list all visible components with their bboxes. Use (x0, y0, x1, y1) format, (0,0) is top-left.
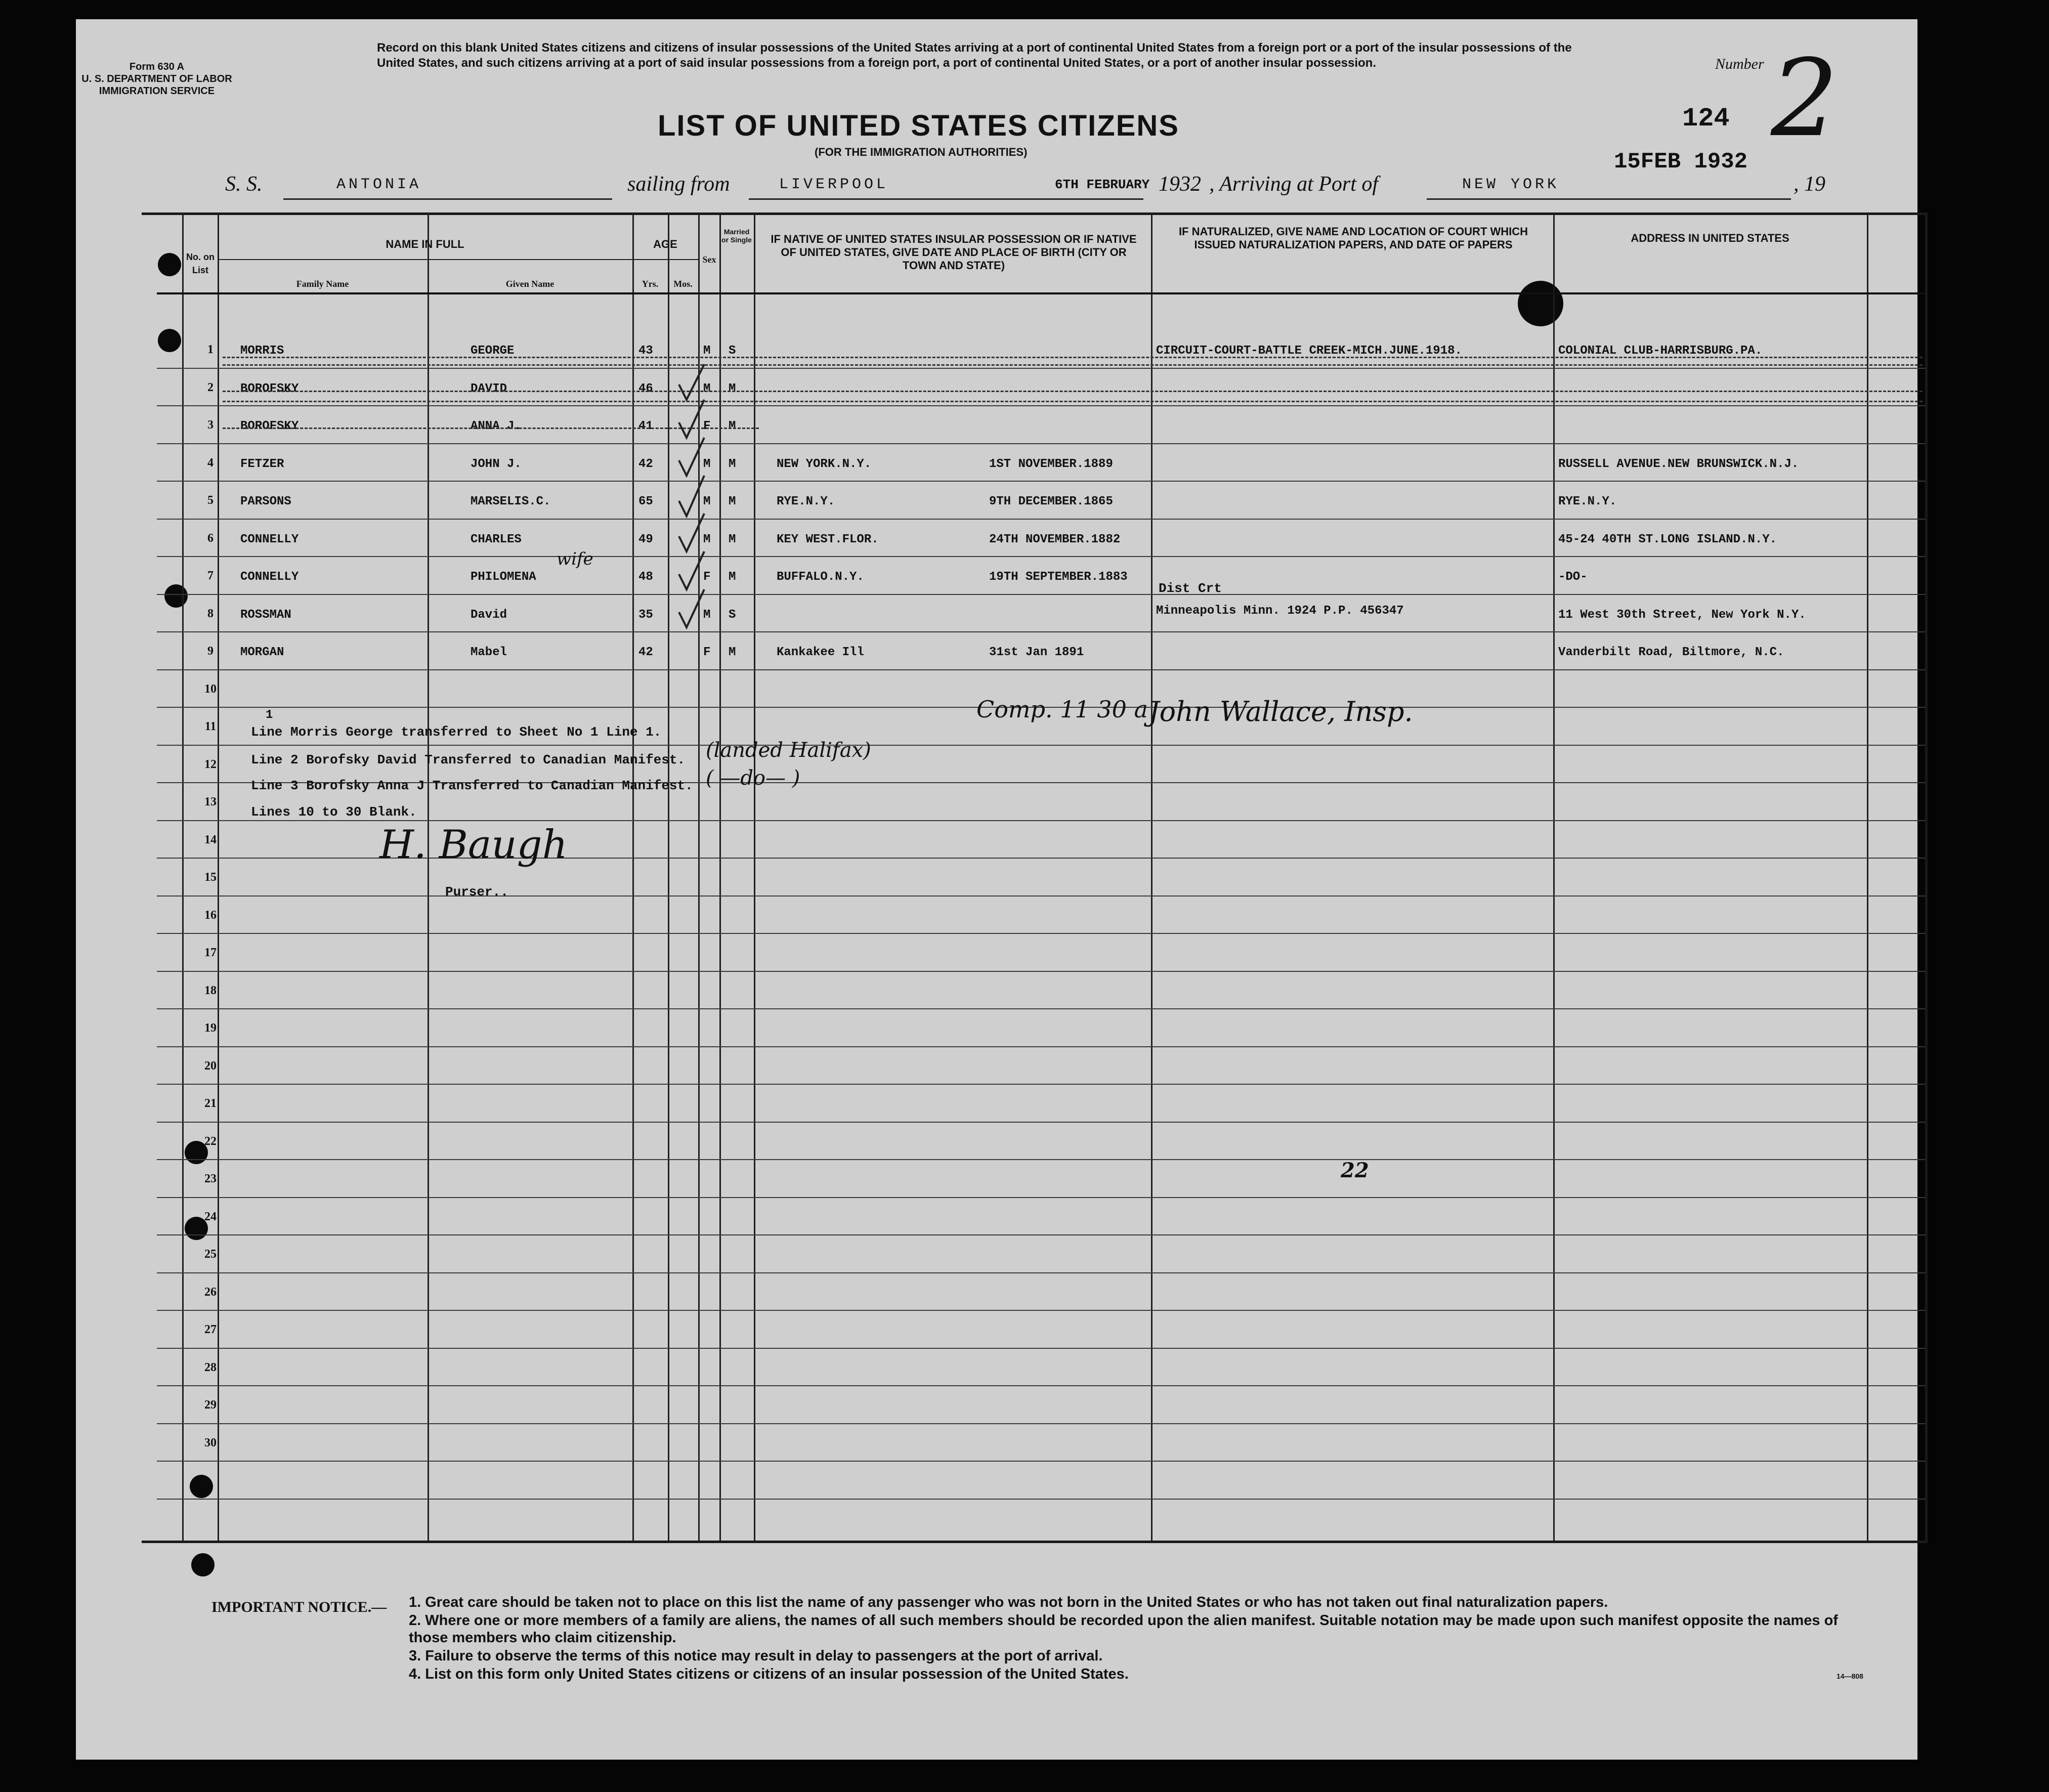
line-number: 3 (207, 418, 214, 432)
from-underline (749, 198, 1143, 200)
notice-item: 2. Where one or more members of a family are aliens, the names of all such members should be recorded upon the alien manifest. Suitable notation may be made upon such manifest opposite the names of those members who claim citizenship. (409, 1612, 1838, 1646)
family-name-cell: BOROFSKY (240, 419, 299, 433)
col-age: AGE (653, 238, 677, 250)
age-cell: 41 (638, 419, 653, 433)
line-number: 22 (204, 1135, 217, 1148)
col-naturalized: IF NATURALIZED, GIVE NAME AND LOCATION OF COURT WHICH ISSUED NATURALIZATION PAPERS, AND DATE OF PAPERS (1178, 225, 1528, 251)
birth-date-cell: 9TH DECEMBER.1865 (989, 495, 1113, 508)
manifest-table (142, 212, 1928, 1543)
notice-title: IMPORTANT NOTICE.— (211, 1599, 387, 1615)
birth-place-cell: KEY WEST.FLOR. (777, 533, 879, 546)
header-rule (218, 259, 632, 260)
check-marks (669, 314, 719, 648)
intro-text: Record on this blank United States citizens and citizens of insular possessions of the United States arriving at a port of continental United States from a foreign port or a port of the insular possessions of the United States, and such citizens arriving at a port of said insular possessions from a foreign port, a port of continental United States, or a port of another insular possession. (377, 41, 1572, 70)
transfer-note: Line 3 Borofsky Anna J Transferred to Canadian Manifest. (251, 778, 693, 793)
ship-name: ANTONIA (336, 176, 422, 193)
column-rule (754, 212, 755, 1541)
sex-cell: M (703, 608, 711, 622)
row-rule (157, 1423, 1925, 1424)
check-icon (679, 589, 704, 627)
sex-cell: F (703, 419, 711, 433)
line-number: 24 (204, 1210, 217, 1223)
col-yrs: Yrs. (642, 279, 659, 289)
arriving-label: , Arriving at Port of (1209, 173, 1379, 196)
age-cell: 48 (638, 570, 653, 584)
birth-date-cell: 24TH NOVEMBER.1882 (989, 533, 1121, 546)
line-number: 14 (204, 833, 217, 846)
line-number: 21 (204, 1097, 217, 1110)
family-name-cell: CONNELLY (240, 533, 299, 546)
given-name-cell: GEORGE (471, 344, 515, 358)
address-cell: -DO- (1558, 570, 1588, 584)
given-name-cell: MARSELIS.C. (471, 495, 551, 508)
arrival-port: NEW YORK (1462, 176, 1560, 193)
inspector-signature: John Wallace, Insp. (1148, 696, 1413, 728)
line-number: 23 (204, 1172, 217, 1185)
line-number: 30 (204, 1436, 217, 1449)
strike-line (223, 401, 1923, 402)
year-trailing: , 19 (1794, 173, 1825, 196)
purser-signature: H. Baugh (379, 822, 568, 868)
inspector-note: Comp. 11 30 a (976, 696, 1148, 723)
row-rule (157, 820, 1925, 821)
sex-cell: M (703, 533, 711, 546)
wife-note: wife (557, 549, 593, 569)
header-bottom-rule (157, 292, 1925, 294)
header-rule (632, 259, 698, 260)
row-rule (157, 1348, 1925, 1349)
row-rule (157, 1008, 1925, 1009)
col-no-on-list: No. on List (186, 252, 215, 275)
department: U. S. DEPARTMENT OF LABOR (81, 73, 232, 84)
service: IMMIGRATION SERVICE (99, 86, 215, 97)
address-cell: 45-24 40TH ST.LONG ISLAND.N.Y. (1558, 533, 1777, 546)
row-rule (157, 1234, 1925, 1235)
given-name-cell: David (471, 608, 507, 622)
check-icon (679, 476, 704, 516)
line-ref: 1 (266, 708, 273, 722)
col-family-name: Family Name (296, 279, 349, 289)
line-number: 10 (204, 682, 217, 696)
family-name-cell: MORRIS (240, 344, 284, 358)
year-label: 1932 (1159, 173, 1201, 196)
family-name-cell: MORGAN (240, 646, 284, 659)
col-name-in-full: NAME IN FULL (386, 238, 464, 250)
number-handwritten: 2 (1771, 36, 1839, 160)
row-rule (157, 971, 1925, 972)
age-cell: 49 (638, 533, 653, 546)
birth-date-cell: 31st Jan 1891 (989, 646, 1084, 659)
row-rule (157, 1046, 1925, 1047)
row-rule (157, 1461, 1925, 1462)
column-rule (1151, 212, 1152, 1541)
number-printed: 124 (1682, 104, 1730, 134)
line-number: 16 (204, 909, 217, 922)
transfer-note: Lines 10 to 30 Blank. (251, 804, 417, 820)
marital-cell: S (729, 344, 736, 358)
strike-line (223, 364, 1923, 366)
birth-place-cell: RYE.N.Y. (777, 495, 835, 508)
line-number: 5 (207, 494, 214, 507)
row-rule (157, 481, 1925, 482)
row-rule (157, 594, 1925, 595)
age-cell: 42 (638, 646, 653, 659)
given-name-cell: JOHN J. (471, 457, 522, 471)
page-subtitle: (FOR THE IMMIGRATION AUTHORITIES) (815, 146, 1028, 158)
transfer-note: Line 2 Borofsky David Transferred to Canadian Manifest. (251, 752, 686, 767)
form-number: Form 630 A (129, 61, 185, 72)
port-underline (1427, 198, 1791, 200)
line-number: 13 (204, 795, 217, 808)
form-meta (81, 61, 233, 97)
row-rule (157, 895, 1925, 897)
row-rule (157, 1385, 1925, 1386)
column-rule (182, 212, 184, 1541)
date-stamp: 15FEB 1932 (1614, 149, 1748, 175)
number-label: Number (1715, 56, 1764, 72)
line-number: 28 (204, 1361, 217, 1374)
given-name-cell: PHILOMENA (471, 570, 536, 584)
do-note: ( —do— ) (706, 766, 800, 790)
line-number: 26 (204, 1286, 217, 1299)
col-sex: Sex (702, 254, 716, 265)
line-number: 18 (204, 984, 217, 997)
row-rule (157, 631, 1925, 632)
col-mos: Mos. (673, 279, 693, 289)
row-rule (157, 368, 1925, 369)
sex-cell: F (703, 646, 711, 659)
row-rule (157, 1122, 1925, 1123)
line-number: 8 (207, 607, 214, 620)
col-birth: IF NATIVE OF UNITED STATES INSULAR POSSESSION OR IF NATIVE OF UNITED STATES, GIVE DATE AND PLACE OF BIRTH (CITY OR TOWN AND STATE) (771, 233, 1137, 272)
strike-line (223, 391, 1923, 392)
age-cell: 46 (638, 382, 653, 396)
col-address: ADDRESS IN UNITED STATES (1631, 232, 1789, 244)
family-name-cell: ROSSMAN (240, 608, 291, 622)
row-rule (157, 443, 1925, 444)
family-name-cell: CONNELLY (240, 570, 299, 584)
line-number: 15 (204, 871, 217, 884)
column-rule (1867, 212, 1868, 1541)
line-number: 17 (204, 946, 217, 959)
ss-label: S. S. (225, 173, 263, 196)
age-cell: 35 (638, 608, 653, 622)
line-number: 25 (204, 1248, 217, 1261)
column-rule (719, 212, 721, 1541)
check-icon (679, 400, 704, 438)
col-married-single: Married or Single (721, 228, 752, 244)
sailing-label: sailing from (627, 173, 730, 196)
strike-line (223, 357, 1923, 358)
row-rule (157, 1084, 1925, 1085)
line-number: 20 (204, 1059, 217, 1073)
sex-cell: F (703, 570, 711, 584)
address-cell: Vanderbilt Road, Biltmore, N.C. (1558, 646, 1784, 659)
line-number: 2 (207, 381, 214, 394)
marital-cell: M (729, 495, 736, 508)
marital-cell: M (729, 457, 736, 471)
family-name-cell: PARSONS (240, 495, 291, 508)
marital-cell: M (729, 533, 736, 546)
age-cell: 43 (638, 344, 653, 358)
given-name-cell: Mabel (471, 646, 507, 659)
line-number: 19 (204, 1021, 217, 1035)
notice-item: 1. Great care should be taken not to place on this list the name of any passenger who was not born in the United States or who has not taken out final naturalization papers. (409, 1594, 1608, 1610)
family-name-cell: BOROFSKY (240, 382, 299, 396)
marital-cell: M (729, 382, 736, 396)
marital-cell: S (729, 608, 736, 622)
birth-place-cell: NEW YORK.N.Y. (777, 457, 872, 471)
ship-underline (283, 198, 612, 200)
address-cell: RYE.N.Y. (1558, 495, 1617, 508)
line-number: 12 (204, 758, 217, 771)
sex-cell: M (703, 495, 711, 508)
sex-cell: M (703, 457, 711, 471)
row-rule (157, 519, 1925, 520)
row-rule (157, 556, 1925, 557)
family-name-cell: FETZER (240, 457, 284, 471)
page-title: LIST OF UNITED STATES CITIZENS (658, 109, 1179, 142)
age-cell: 65 (638, 495, 653, 508)
sex-cell: M (703, 382, 711, 396)
row-rule (157, 1272, 1925, 1273)
given-name-cell: CHARLES (471, 533, 522, 546)
row-rule (157, 1159, 1925, 1160)
age-cell: 42 (638, 457, 653, 471)
naturalization-cell: CIRCUIT-COURT-BATTLE CREEK-MICH.JUNE.1918. (1156, 344, 1462, 358)
row-rule (157, 933, 1925, 934)
row-rule (157, 405, 1925, 406)
address-cell: RUSSELL AVENUE.NEW BRUNSWICK.N.J. (1558, 457, 1799, 471)
mark-22: 22 (1341, 1159, 1369, 1182)
marital-cell: M (729, 419, 736, 433)
purser-label: Purser.. (445, 884, 508, 900)
from-port: LIVERPOOL (779, 176, 889, 193)
given-name-cell: ANNA J. (471, 419, 522, 433)
line-number: 6 (207, 532, 214, 545)
row-rule (157, 669, 1925, 670)
birth-place-cell: Kankakee Ill (777, 646, 864, 659)
row-rule (157, 745, 1925, 746)
binder-hole (191, 1553, 215, 1576)
transfer-note: Line Morris George transferred to Sheet No 1 Line 1. (251, 724, 662, 740)
address-cell: COLONIAL CLUB-HARRISBURG.PA. (1558, 344, 1763, 358)
check-icon (679, 551, 704, 589)
line-number: 7 (207, 569, 214, 582)
form-code: 14—808 (1837, 1672, 1863, 1680)
sailing-date: 6TH FEBRUARY (1055, 177, 1150, 192)
column-rule (632, 212, 634, 1541)
line-number: 4 (207, 456, 214, 470)
column-rule (1553, 212, 1555, 1541)
check-icon (679, 438, 704, 476)
row-rule (157, 1197, 1925, 1198)
line-number: 1 (207, 343, 214, 356)
line-number: 9 (207, 645, 214, 658)
birth-date-cell: 19TH SEPTEMBER.1883 (989, 570, 1128, 584)
birth-date-cell: 1ST NOVEMBER.1889 (989, 457, 1113, 471)
given-name-cell: DAVID (471, 382, 507, 396)
landed-note: (landed Halifax) (706, 739, 871, 762)
check-icon (679, 364, 704, 400)
line-number: 29 (204, 1398, 217, 1412)
dist-crt-note: Dist Crt (1159, 581, 1222, 596)
row-rule (157, 1499, 1925, 1500)
notice-item: 4. List on this form only United States citizens or citizens of an insular possession of the United States. (409, 1666, 1129, 1682)
row-rule (157, 1310, 1925, 1311)
sex-cell: M (703, 344, 711, 358)
line-number: 11 (204, 720, 217, 733)
check-icon (679, 514, 704, 551)
notice-item: 3. Failure to observe the terms of this notice may result in delay to passengers at the port of arrival. (409, 1648, 1103, 1664)
address-cell: 11 West 30th Street, New York N.Y. (1558, 608, 1806, 622)
marital-cell: M (729, 570, 736, 584)
marital-cell: M (729, 646, 736, 659)
column-rule (428, 212, 429, 1541)
line-number: 27 (204, 1323, 217, 1336)
birth-place-cell: BUFFALO.N.Y. (777, 570, 864, 584)
naturalization-cell: Minneapolis Minn. 1924 P.P. 456347 (1156, 604, 1404, 618)
col-given-name: Given Name (505, 279, 554, 289)
